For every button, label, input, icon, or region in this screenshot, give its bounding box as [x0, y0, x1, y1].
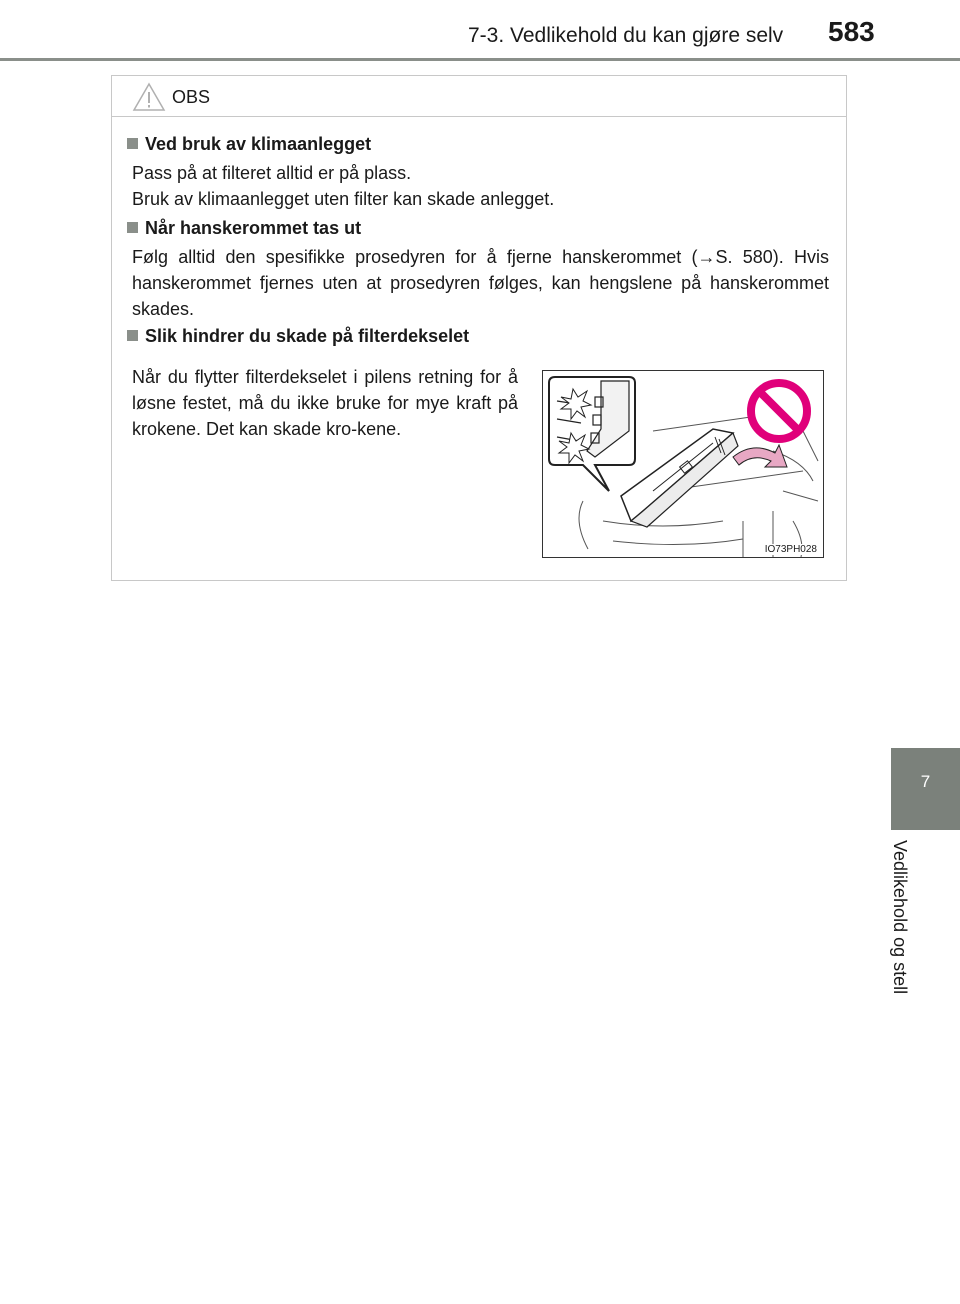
bullet-square-icon [127, 138, 138, 149]
text-line: Pass på at filteret alltid er på plass. [132, 163, 412, 183]
header-rule [0, 58, 960, 61]
section-heading-filter-cover: Slik hindrer du skade på filterdekselet [127, 326, 469, 347]
warning-triangle-icon [132, 82, 166, 112]
section-text-climate [132, 160, 829, 212]
section-text-glovebox: Følg alltid den spesifikke prosedyren for å fjerne hanskerommet (→S. 580). Hvis hanskerommet fjernes uten at prosedyren følges, kan hengslene på hanskerommet skades. [132, 247, 829, 319]
bullet-square-icon [127, 330, 138, 341]
arrow-icon: → [697, 247, 716, 267]
section-title: 7-3. Vedlikehold du kan gjøre selv [468, 24, 784, 47]
inset-callout [549, 377, 635, 491]
chapter-label: Vedlikehold og stell [890, 840, 910, 995]
chapter-tab [891, 748, 960, 830]
prohibition-sign-icon [751, 383, 807, 439]
chapter-number: 7 [920, 772, 931, 791]
notice-label: OBS [172, 87, 211, 107]
page-number: 583 [828, 16, 875, 47]
notice-box [111, 75, 847, 581]
figure-code: IO73PH028 [764, 544, 817, 555]
section-heading-glovebox: Når hanskerommet tas ut [127, 218, 361, 239]
section-heading-climate: Ved bruk av klimaanlegget [127, 134, 371, 155]
notice-header [112, 76, 846, 117]
text-line: Bruk av klimaanlegget uten filter kan skade anlegget. [132, 189, 555, 209]
bullet-square-icon [127, 222, 138, 233]
section-text-filter-cover: Når du flytter filterdekselet i pilens retning for å løsne festet, må du ikke bruke for mye kraft på krokene. Det kan skade kro-kene. [132, 367, 518, 439]
filter-cover-illustration [542, 370, 824, 558]
illustration-drawing [543, 371, 823, 557]
